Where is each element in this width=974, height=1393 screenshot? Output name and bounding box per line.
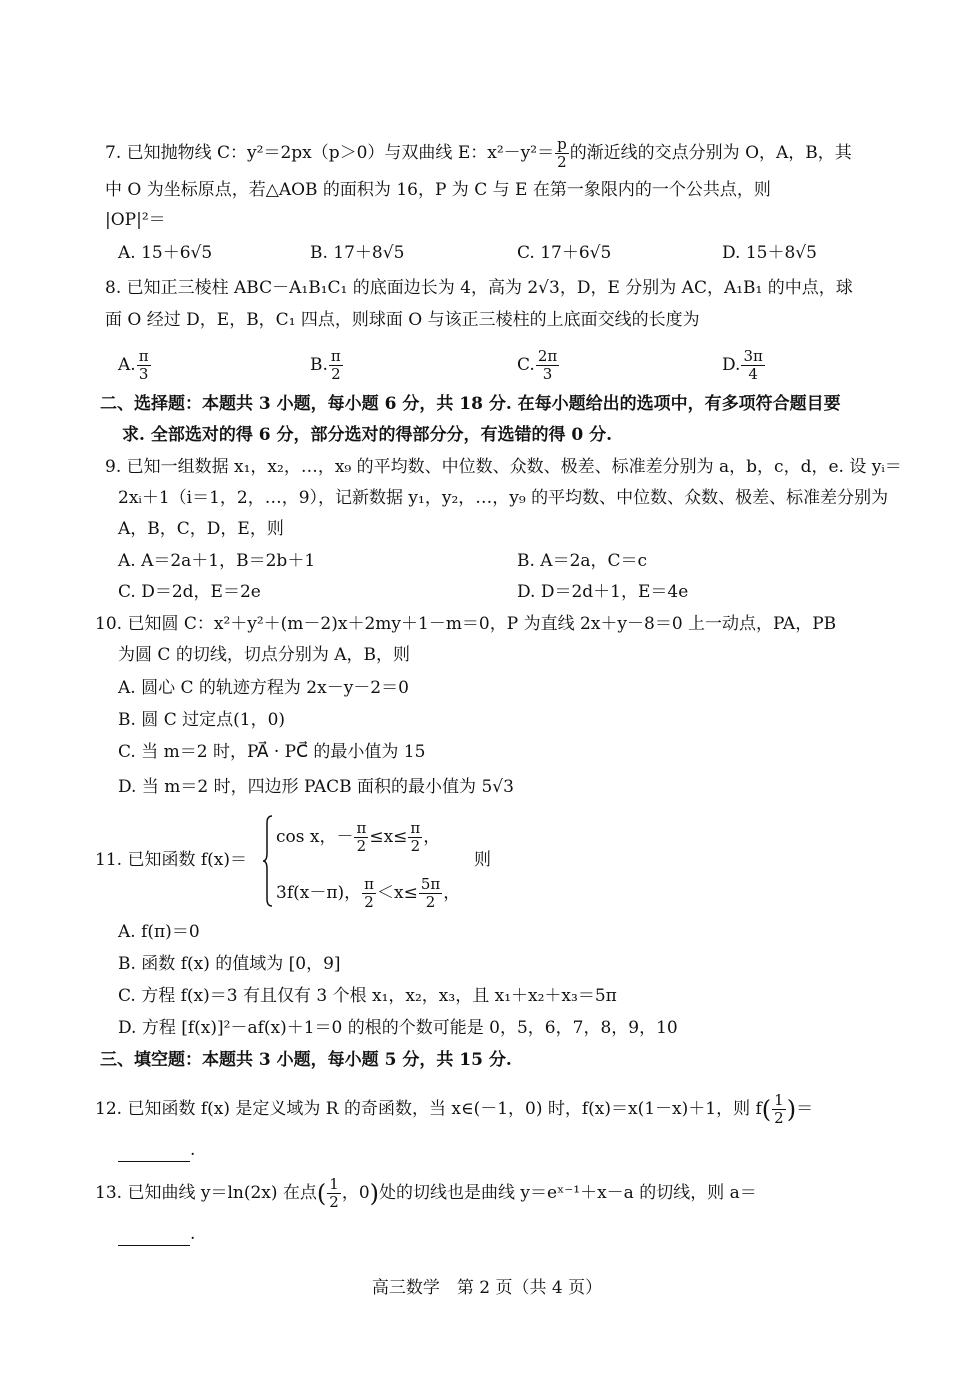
section2-heading-line1: 二、选择题：本题共 3 小题，每小题 6 分，共 18 分. 在每小题给出的选项中，有多项符合题目要 bbox=[100, 394, 841, 414]
q11-case1-frac1 bbox=[354, 820, 368, 855]
q7-fraction bbox=[555, 136, 569, 171]
q11-option-a: A. f(π)＝0 bbox=[118, 922, 200, 942]
section2-heading-line2: 求. 全部选对的得 6 分，部分选对的得部分分，有选错的得 0 分. bbox=[122, 425, 613, 445]
q11-case1-c: ， bbox=[423, 827, 441, 847]
q8-option-c-frac bbox=[536, 348, 559, 383]
q11-case1-b: ≤x≤ bbox=[369, 827, 408, 847]
q11-case2-b: ＜x≤ bbox=[377, 883, 418, 903]
q11-case1-frac2 bbox=[408, 820, 422, 855]
q12-open-paren: ( bbox=[761, 1095, 772, 1124]
q8-line2: 面 O 经过 D，E，B，C₁ 四点，则球面 O 与该正三棱柱的上底面交线的长度为 bbox=[105, 310, 700, 330]
q11-option-d: D. 方程 [f(x)]²－af(x)＋1＝0 的根的个数可能是 0，5，6，7，8，9，10 bbox=[118, 1018, 678, 1038]
q8-option-b-frac bbox=[329, 348, 343, 383]
q8-option-c-den: 3 bbox=[536, 365, 559, 383]
q8-option-c-num: 2π bbox=[537, 347, 558, 365]
q11-case2-a: 3f(x－π)， bbox=[276, 883, 362, 903]
q8-option-d-num: 3π bbox=[743, 347, 763, 365]
q13-den: 2 bbox=[329, 1193, 339, 1211]
q11-case2 bbox=[276, 876, 460, 911]
q13-text-a: 13. 已知曲线 y＝ln(2x) 在点 bbox=[95, 1183, 317, 1203]
q13-end: . bbox=[190, 1224, 196, 1244]
q13-text-b: ，0 bbox=[341, 1183, 370, 1203]
q11-prefix: 11. 已知函数 f(x)＝ bbox=[95, 850, 247, 870]
q7-line2: 中 O 为坐标原点，若△AOB 的面积为 16，P 为 C 与 E 在第一象限内的一个公共点，则 bbox=[105, 180, 771, 200]
q10-option-b: B. 圆 C 过定点(1，0) bbox=[118, 710, 286, 730]
q8-option-c bbox=[517, 348, 560, 383]
q13-open-paren: ( bbox=[316, 1179, 327, 1208]
q8-option-a bbox=[118, 348, 152, 383]
q9-line2: 2xᵢ＋1（i＝1，2，…，9），记新数据 y₁，y₂，…，y₉ 的平均数、中位数、众数、极差、标准差分别为 bbox=[118, 488, 889, 508]
q9-option-b: B. A＝2a，C＝c bbox=[517, 551, 648, 571]
q11-case2-frac2 bbox=[419, 876, 442, 911]
q8-option-c-label: C. bbox=[517, 355, 535, 375]
q8-option-b-label: B. bbox=[310, 355, 328, 375]
q11-case1 bbox=[276, 820, 440, 855]
q11-case1-n2: π bbox=[410, 819, 421, 837]
q12-eq: ＝ bbox=[796, 1099, 814, 1119]
q7-line3: |OP|²＝ bbox=[105, 210, 166, 230]
q7-option-c: C. 17＋6√5 bbox=[517, 243, 612, 263]
q9-option-c: C. D＝2d，E＝2e bbox=[118, 582, 261, 602]
q8-option-b-den: 2 bbox=[329, 365, 343, 383]
q11-case2-d1: 2 bbox=[362, 893, 376, 911]
q10-option-c: C. 当 m＝2 时，PA⃗ · PC⃗ 的最小值为 15 bbox=[118, 742, 426, 762]
q7-frac-num: p bbox=[557, 135, 567, 153]
q8-option-d-frac bbox=[741, 348, 764, 383]
q10-line2: 为圆 C 的切线，切点分别为 A，B，则 bbox=[118, 645, 410, 665]
q11-option-b: B. 函数 f(x) 的值域为 [0，9] bbox=[118, 954, 341, 974]
q8-option-a-label: A. bbox=[118, 355, 136, 375]
q13-blank bbox=[118, 1227, 190, 1246]
q11-case2-d2: 2 bbox=[419, 893, 442, 911]
q11-case1-n1: π bbox=[356, 819, 367, 837]
q12-close-paren: ) bbox=[786, 1095, 797, 1124]
q10-option-a: A. 圆心 C 的轨迹方程为 2x－y－2＝0 bbox=[118, 678, 409, 698]
q8-option-a-den: 3 bbox=[137, 365, 151, 383]
q9-line3: A，B，C，D，E，则 bbox=[118, 519, 284, 539]
section3-heading: 三、填空题：本题共 3 小题，每小题 5 分，共 15 分. bbox=[100, 1050, 512, 1070]
q7-line1-text: 7. 已知抛物线 C：y²＝2px（p＞0）与双曲线 E：x²－y²＝ bbox=[105, 143, 555, 163]
q12-blank bbox=[118, 1143, 190, 1162]
q12-num: 1 bbox=[774, 1091, 784, 1109]
q12-end: . bbox=[190, 1140, 196, 1160]
q9-line1: 9. 已知一组数据 x₁，x₂，…，x₉ 的平均数、中位数、众数、极差、标准差分别为 a，b，c，d，e. 设 yᵢ＝ bbox=[105, 457, 902, 477]
q8-option-b bbox=[310, 348, 344, 383]
q11-case1-a: cos x，－ bbox=[276, 827, 354, 847]
q12-text: 12. 已知函数 f(x) 是定义域为 R 的奇函数，当 x∈(－1，0) 时，f(x)＝x(1－x)＋1，则 f bbox=[95, 1099, 762, 1119]
q11-option-c: C. 方程 f(x)＝3 有且仅有 3 个根 x₁，x₂，x₃，且 x₁＋x₂＋x₃＝5π bbox=[118, 986, 617, 1006]
q8-option-b-num: π bbox=[330, 347, 341, 365]
q7-option-d: D. 15＋8√5 bbox=[722, 243, 817, 263]
q7-option-b: B. 17＋8√5 bbox=[310, 243, 405, 263]
q8-option-d-den: 4 bbox=[741, 365, 764, 383]
q12-den: 2 bbox=[774, 1109, 784, 1127]
q8-option-d-label: D. bbox=[722, 355, 741, 375]
q9-option-a: A. A＝2a＋1，B＝2b＋1 bbox=[118, 551, 316, 571]
q10-line1: 10. 已知圆 C：x²＋y²＋(m－2)x＋2my＋1－m＝0，P 为直线 2x＋y－8＝0 上一动点，PA，PB bbox=[95, 614, 837, 634]
q11-case2-n1: π bbox=[364, 875, 374, 893]
q8-option-a-num: π bbox=[138, 347, 149, 365]
q11-case2-c: ， bbox=[443, 883, 461, 903]
q11-case1-d1: 2 bbox=[354, 837, 368, 855]
piecewise-brace bbox=[263, 815, 273, 907]
q8-option-a-frac bbox=[137, 348, 151, 383]
q13-close-paren: ) bbox=[369, 1179, 380, 1208]
q9-option-d: D. D＝2d＋1，E＝4e bbox=[517, 582, 689, 602]
q12-frac bbox=[772, 1092, 786, 1127]
q13-line1 bbox=[95, 1176, 757, 1211]
page-footer: 高三数学 第 2 页（共 4 页） bbox=[371, 1278, 603, 1298]
q11-suffix: 则 bbox=[474, 850, 491, 870]
q11-case2-frac1 bbox=[362, 876, 376, 911]
q7-line1 bbox=[105, 136, 852, 171]
q8-line1: 8. 已知正三棱柱 ABC－A₁B₁C₁ 的底面边长为 4，高为 2√3，D，E 分别为 AC，A₁B₁ 的中点，球 bbox=[105, 278, 853, 298]
q13-answer bbox=[118, 1222, 195, 1246]
q8-option-d bbox=[722, 348, 766, 383]
q13-frac bbox=[327, 1176, 341, 1211]
q13-num: 1 bbox=[329, 1175, 339, 1193]
q7-frac-den: 2 bbox=[555, 153, 569, 171]
q12-line1 bbox=[95, 1092, 813, 1127]
q11-case2-n2: 5π bbox=[420, 875, 441, 893]
q13-text-c: 处的切线也是曲线 y＝eˣ⁻¹＋x－a 的切线，则 a＝ bbox=[379, 1183, 757, 1203]
q7-option-a: A. 15＋6√5 bbox=[118, 243, 213, 263]
q11-case1-d2: 2 bbox=[408, 837, 422, 855]
q10-option-d: D. 当 m＝2 时，四边形 PACB 面积的最小值为 5√3 bbox=[118, 777, 514, 797]
q7-line1b-text: 的渐近线的交点分别为 O，A，B，其 bbox=[569, 143, 852, 163]
q12-answer bbox=[118, 1138, 195, 1162]
